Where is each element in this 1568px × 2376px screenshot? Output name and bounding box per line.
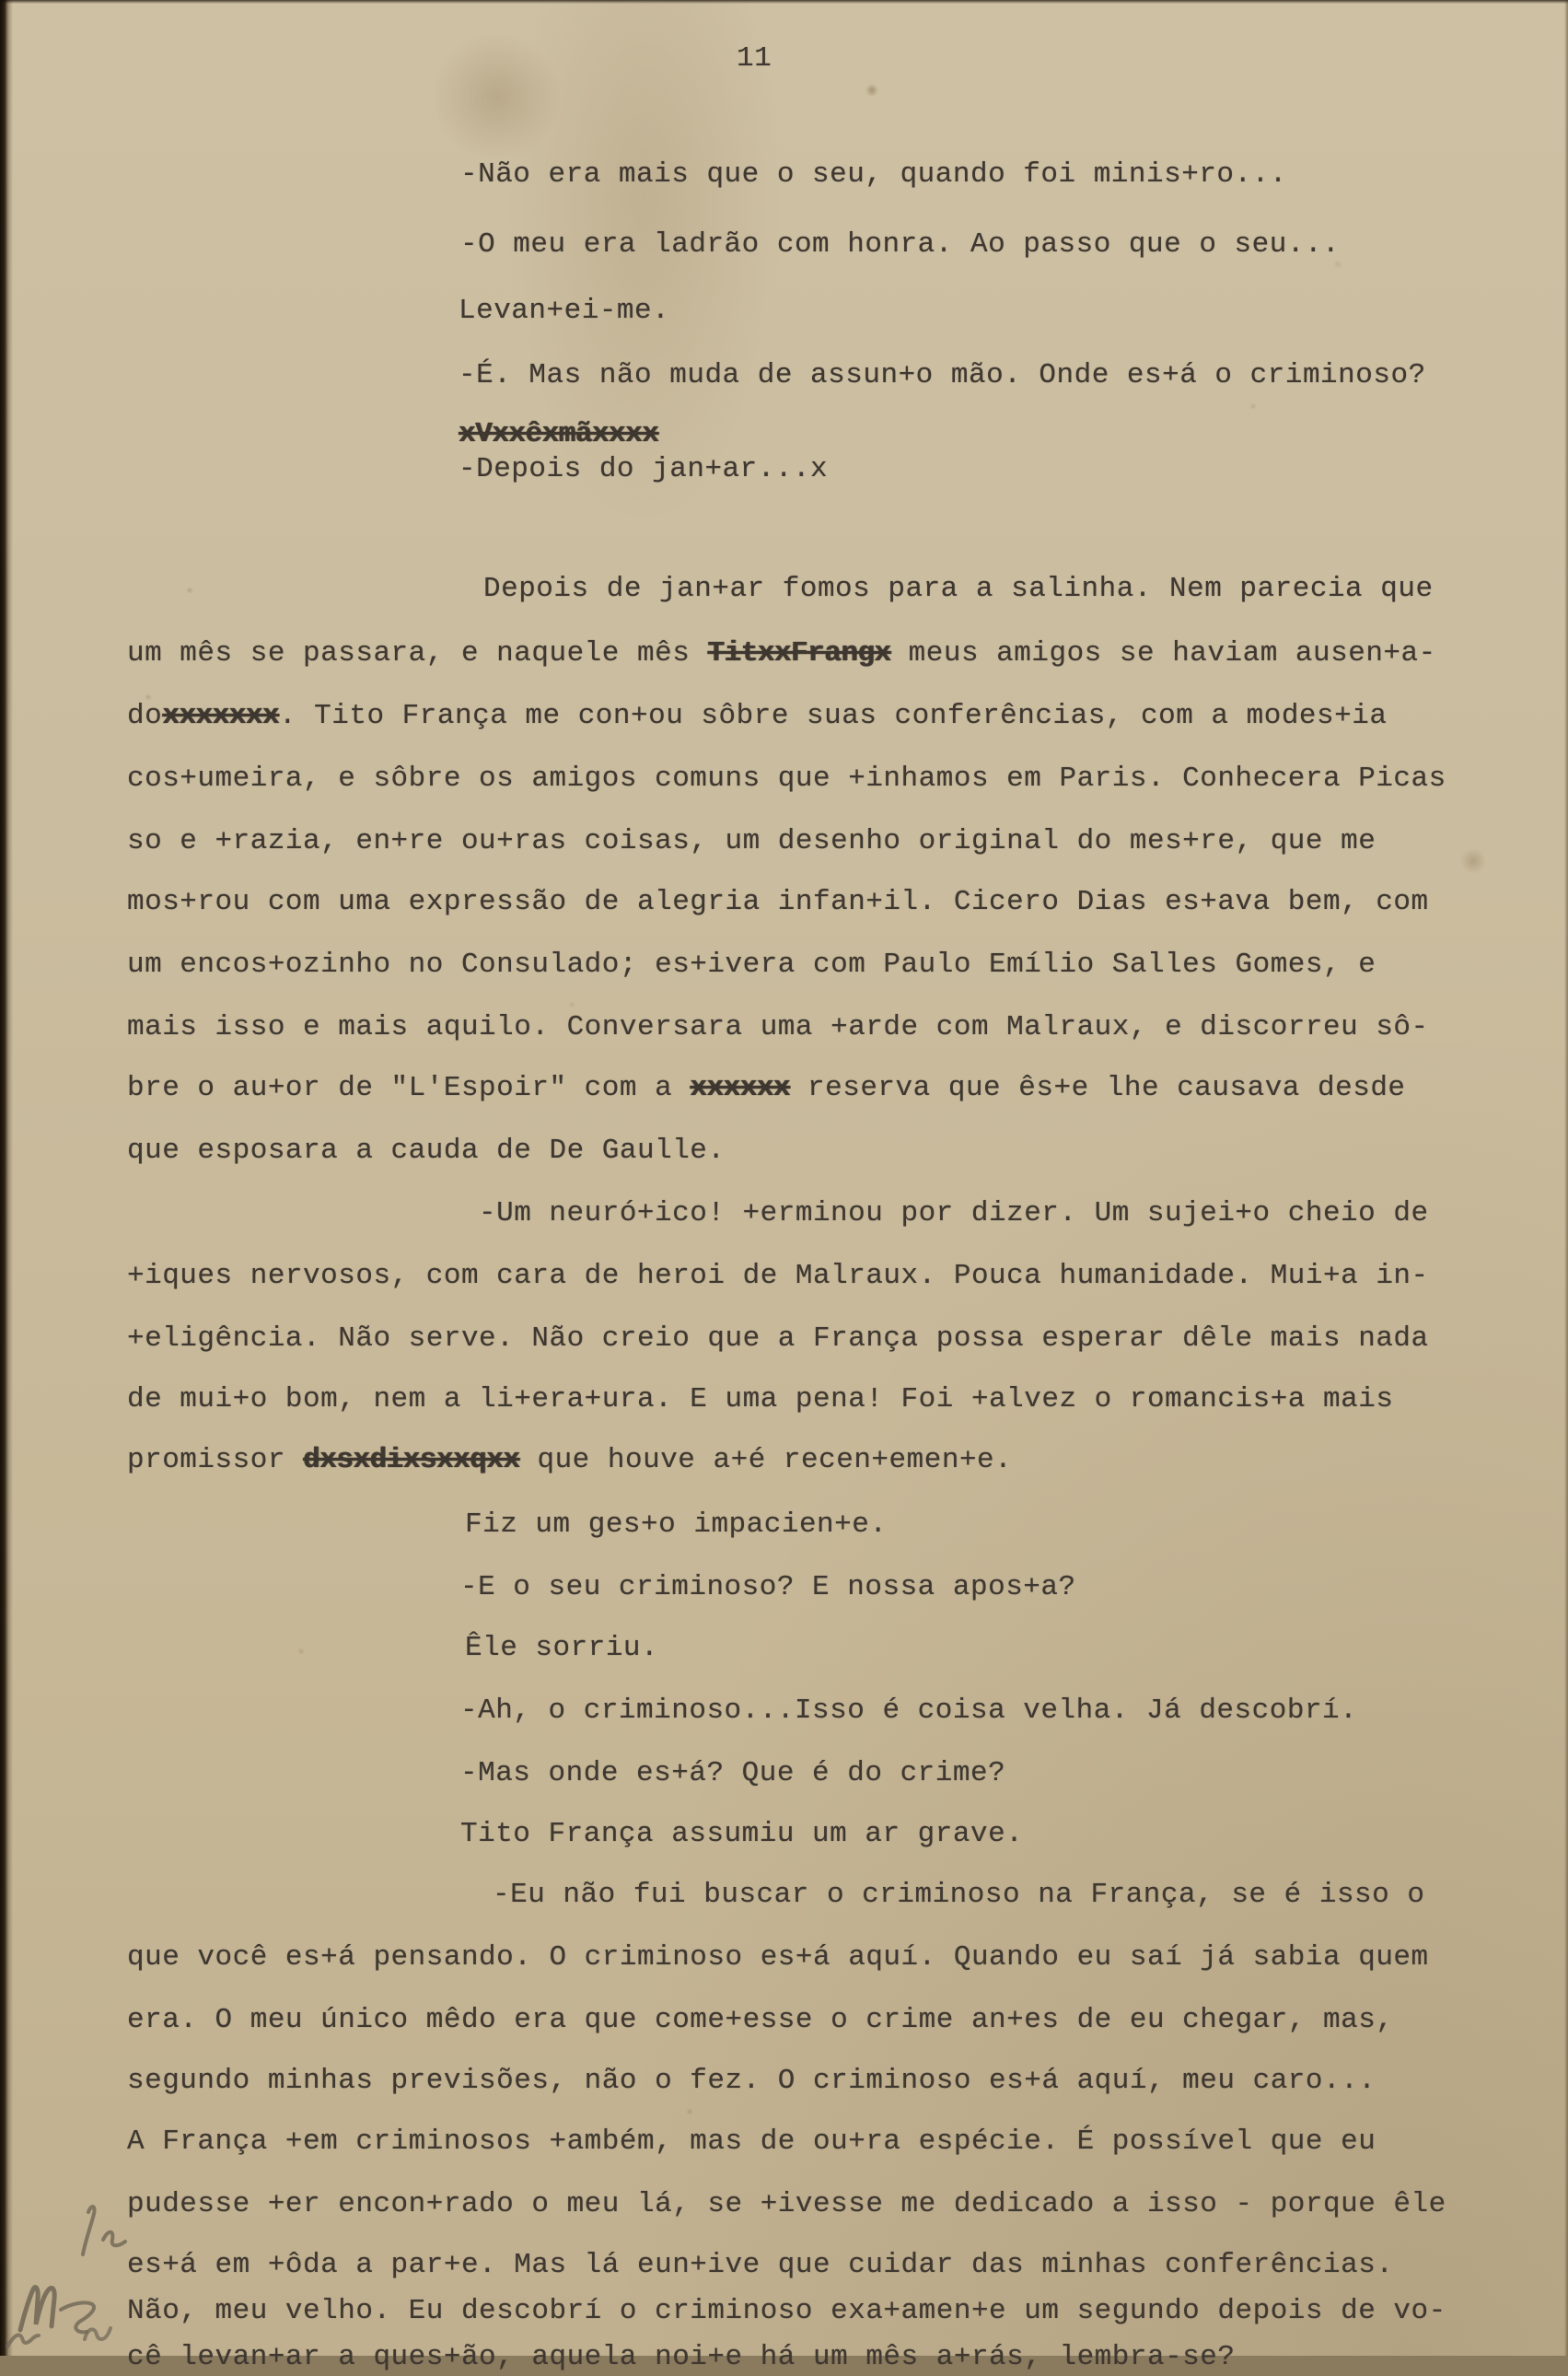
typed-segment: Tito França assumiu um ar grave. — [460, 1818, 1024, 1850]
typed-segment: mais isso e mais aquilo. Conversara uma +arde com Malraux, e discorreu sô- — [127, 1011, 1429, 1043]
typed-segment: Fiz um ges+o impacien+e. — [465, 1508, 888, 1541]
typed-segment: que houve a+é recen+emen+e. — [519, 1444, 1013, 1476]
typed-line — [460, 1693, 1357, 1730]
typed-segment: mos+rou com uma expressão de alegria infan+il. Cicero Dias es+ava bem, com — [127, 886, 1429, 918]
typed-line — [459, 416, 658, 453]
typed-line — [127, 2002, 1393, 2039]
typed-segment: . Tito França me con+ou sôbre suas conferências, com a modes+ia — [278, 700, 1388, 732]
typed-segment: -Depois do jan+ar...x — [459, 453, 829, 485]
typed-segment: +iques nervosos, com cara de heroi de Malraux. Pouca humanidade. Mui+a in- — [127, 1260, 1429, 1292]
typed-segment: pudesse +er encon+rado o meu lá, se +ivesse me dedicado a isso - porque êle — [127, 2188, 1446, 2220]
struck-out-text: xxxxxx — [690, 1072, 790, 1104]
typed-segment: segundo minhas previsões, não o fez. O criminoso es+á aquí, meu caro... — [127, 2065, 1376, 2097]
typed-segment: era. O meu único mêdo era que come+esse o crime an+es de eu chegar, mas, — [127, 2004, 1394, 2036]
struck-out-text: TitxxFrangx — [707, 637, 891, 670]
typed-line — [127, 1442, 1012, 1479]
typed-line — [460, 157, 1287, 193]
typed-line — [127, 698, 1387, 735]
typed-line — [483, 571, 1434, 608]
typed-line — [127, 635, 1436, 672]
typed-line — [459, 293, 669, 330]
typed-segment: -Mas onde es+á? Que é do crime? — [460, 1757, 1006, 1789]
typed-line — [127, 1258, 1429, 1295]
typed-segment: Êle sorriu. — [465, 1632, 659, 1664]
typed-line — [127, 1939, 1429, 1976]
typed-line — [127, 1070, 1406, 1107]
typed-line — [127, 947, 1376, 984]
typed-segment: cê levan+ar a ques+ão, aquela noi+e há um mês a+rás, lembra-se? — [127, 2341, 1236, 2373]
typed-segment: de mui+o bom, nem a li+era+ura. E uma pena! Foi +alvez o romancis+a mais — [127, 1383, 1394, 1415]
typed-line — [127, 1381, 1393, 1418]
typed-line — [127, 761, 1446, 798]
page-number: 11 — [737, 42, 772, 75]
typed-line — [459, 451, 828, 488]
typed-segment: bre o au+or de "L'Espoir" com a — [127, 1072, 691, 1104]
typed-segment: es+á em +ôda a par+e. Mas lá eun+ive que cuidar das minhas conferências. — [127, 2249, 1394, 2281]
typed-segment: Não, meu velho. Eu descobrí o criminoso exa+amen+e um segundo depois de vo- — [127, 2295, 1446, 2327]
typed-segment: meus amigos se haviam ausen+a- — [890, 637, 1436, 670]
typed-line — [460, 1569, 1076, 1606]
typed-segment: -E o seu criminoso? E nossa apos+a? — [460, 1571, 1076, 1603]
typed-line — [127, 884, 1429, 921]
typed-line — [127, 823, 1376, 860]
typed-segment: -O meu era ladrão com honra. Ao passo que o seu... — [460, 228, 1341, 261]
typed-line — [127, 1321, 1429, 1357]
typed-segment: -Ah, o criminoso...Isso é coisa velha. Já descobrí. — [460, 1695, 1358, 1727]
typed-segment: um encos+ozinho no Consulado; es+ivera com Paulo Emílio Salles Gomes, e — [127, 949, 1376, 981]
typed-segment: promissor — [127, 1444, 304, 1476]
typed-line — [459, 357, 1426, 394]
typed-line — [460, 1816, 1023, 1853]
typed-segment: so e +razia, en+re ou+ras coisas, um desenho original do mes+re, que me — [127, 825, 1376, 857]
typed-segment: cos+umeira, e sôbre os amigos comuns que +inhamos em Paris. Conhecera Picas — [127, 763, 1446, 795]
typed-line — [479, 1195, 1429, 1232]
typed-segment: do — [127, 700, 163, 732]
typed-line — [127, 1133, 726, 1170]
typed-segment: Depois de jan+ar fomos para a salinha. Nem parecia que — [483, 573, 1434, 605]
typed-line — [465, 1630, 658, 1667]
struck-out-text: xVxxêxmãxxxx — [459, 418, 659, 450]
typed-segment: reserva que ês+e lhe causava desde — [789, 1072, 1406, 1104]
typed-segment: -Não era mais que o seu, quando foi minis+ro... — [460, 158, 1287, 191]
typed-segment: Levan+ei-me. — [459, 295, 670, 327]
typed-line — [127, 2247, 1393, 2284]
typed-line — [127, 1009, 1429, 1046]
pencil-scribble-annotation — [0, 2192, 184, 2356]
typed-line — [460, 1755, 1005, 1792]
typed-segment: um mês se passara, e naquele mês — [127, 637, 708, 670]
typed-line — [127, 2063, 1376, 2100]
typed-line — [127, 2293, 1446, 2330]
typed-line — [127, 2124, 1376, 2161]
typed-segment: A França +em criminosos +ambém, mas de ou+ra espécie. É possível que eu — [127, 2126, 1376, 2158]
typed-segment: -É. Mas não muda de assun+o mão. Onde es+á o criminoso? — [459, 359, 1426, 391]
typed-line — [493, 1877, 1424, 1914]
struck-out-text: dxsxdixsxxqxx — [303, 1444, 520, 1476]
struck-out-text: xxxxxxx — [162, 700, 279, 732]
typed-segment: +eligência. Não serve. Não creio que a França possa esperar dêle mais nada — [127, 1322, 1429, 1355]
typed-segment: -Um neuró+ico! +erminou por dizer. Um sujei+o cheio de — [479, 1197, 1429, 1229]
typed-segment: que esposara a cauda de De Gaulle. — [127, 1135, 726, 1167]
typed-line — [127, 2186, 1446, 2223]
typed-line — [127, 2339, 1236, 2376]
typed-line — [460, 227, 1340, 263]
typed-segment: que você es+á pensando. O criminoso es+á aquí. Quando eu saí já sabia quem — [127, 1941, 1429, 1974]
typed-line — [465, 1507, 887, 1543]
typed-segment: -Eu não fui buscar o criminoso na França, se é isso o — [493, 1879, 1425, 1911]
